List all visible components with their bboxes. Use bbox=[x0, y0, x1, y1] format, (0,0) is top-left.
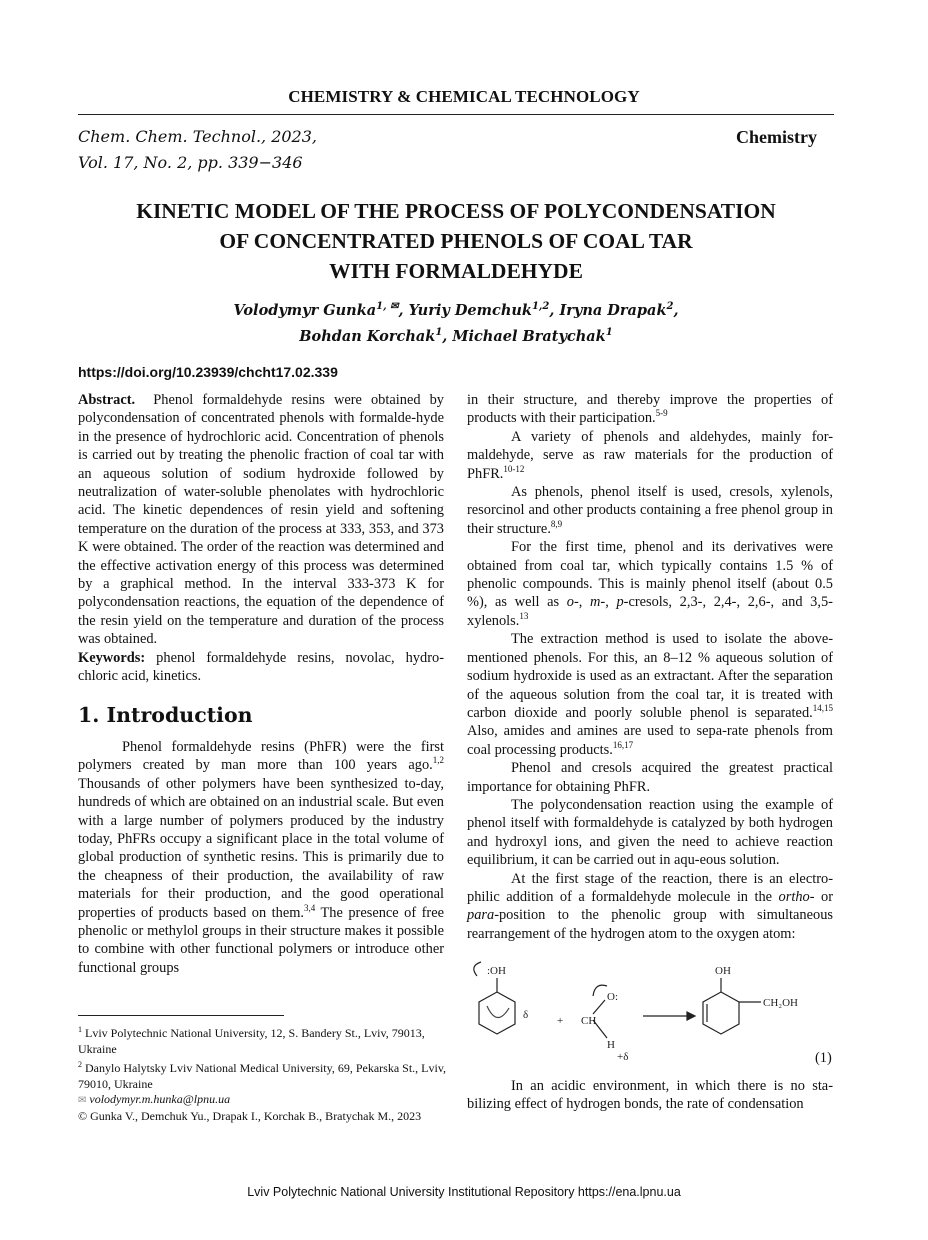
paragraph bbox=[467, 483, 833, 538]
author-affiliation-mark: 1,2 bbox=[531, 301, 550, 312]
text: - or bbox=[809, 888, 833, 905]
author-affiliation-mark: 1, ✉ bbox=[376, 301, 399, 312]
ch-label: CH bbox=[581, 1015, 597, 1027]
equation-number: (1) bbox=[815, 1050, 832, 1066]
author-name: Iryna Drapak bbox=[559, 301, 667, 319]
author-separator: , bbox=[549, 301, 560, 319]
citation-line-2: Vol. 17, No. 2, pp. 339−346 bbox=[78, 153, 303, 172]
paragraph bbox=[467, 630, 833, 759]
abstract bbox=[78, 391, 444, 649]
footnote bbox=[78, 1057, 450, 1092]
benzene-ring bbox=[703, 992, 739, 1034]
doi-link[interactable]: https://doi.org/10.23939/chcht17.02.339 bbox=[78, 364, 338, 380]
paragraph: For the first time, phenol and its derivatives were obtained from coal tar, which typically contains 1.5 % of phenolic compounds. This is mainly phenol itself (about 0.5 %), as well as o-, m-, p-cresols, 2,3-, 2,4-, 2,6-, and 3,5-xylenols.$^{13}$ bbox=[467, 539, 833, 629]
author-separator: , bbox=[442, 327, 453, 345]
footnotes bbox=[78, 1022, 450, 1124]
text: At the first stage of the reaction, there is an electro-philic addition of a formaldehyde molecule in the bbox=[467, 870, 833, 905]
text: The presence of free phenolic or methylol groups in their structure makes it possible to combine with other functional polymers or introduce other functional groups bbox=[78, 904, 444, 976]
citation-ref: 16,17 bbox=[612, 739, 634, 750]
envelope-icon: ✉ bbox=[78, 1095, 87, 1106]
paragraph: The polycondensation reaction using the example of phenol itself with formaldehyde is catalyzed by both hydrogen and hydroxyl ions, and given the need to achieve reaction equilibrium, it can be carried out in aqu-eous solution. bbox=[467, 796, 833, 869]
repository-footer: Lviv Polytechnic National University Institutional Repository https://ena.lpnu.ua bbox=[247, 1185, 681, 1199]
italic-text: para bbox=[467, 907, 495, 924]
header-rule bbox=[78, 114, 834, 115]
paragraph bbox=[467, 391, 833, 428]
section-label: Chemistry bbox=[736, 127, 817, 147]
footnote-mark: 2 bbox=[78, 1060, 82, 1069]
author-name: Michael Bratychak bbox=[452, 327, 606, 345]
keywords-label: Keywords: bbox=[78, 649, 146, 666]
section-heading: 1. Introduction bbox=[78, 702, 253, 727]
author-name: Volodymyr Gunka bbox=[233, 301, 377, 319]
citation-line-1: Chem. Chem. Technol., 2023, bbox=[78, 127, 317, 146]
keywords-text: phenol formaldehyde resins, novolac, hydro-chloric acid, kinetics. bbox=[78, 649, 444, 685]
title-line: KINETIC MODEL OF THE PROCESS OF POLYCONDENSATION bbox=[136, 199, 776, 223]
footnote-mark: 1 bbox=[78, 1025, 82, 1034]
footnote-text: Danylo Halytsky Lviv National Medical University, 69, Pekarska St., Lviv, 79010, Ukraine bbox=[78, 1061, 447, 1091]
oh-label: :OH bbox=[487, 965, 506, 977]
title-line: WITH FORMALDEHYDE bbox=[329, 259, 583, 283]
citation-ref: 10-12 bbox=[503, 463, 525, 474]
text: As phenols, phenol itself is used, cresols, xylenols, resorcinol and other products containing a free phenol group in their structure. bbox=[467, 484, 833, 537]
ch2oh-label: CH₂OH bbox=[763, 997, 799, 1009]
citation-ref: 1,2 bbox=[432, 755, 444, 766]
footnote bbox=[78, 1022, 450, 1057]
oxygen-label: O: bbox=[607, 991, 618, 1003]
reaction-scheme bbox=[467, 956, 833, 1068]
paragraph bbox=[467, 428, 833, 483]
abstract-text: Phenol formaldehyde resins were obtained by polycondensation of concentrated phenols with formalde-hyde in the presence of hydrochloric acid. Concentration of phenols is carried out by treating the phenolic fraction of coal tar with an aqueous solution of sodium hydroxide followed by neutralization of water-soluble phenolates with hydrochloric acid. The kinetic dependences of resin yield and softening temperature on the duration of the process at 333, 353, and 373 K were obtained. The order of the reaction was determined and the effective activation energy of this process was determined by a graphical method. In the interval 333-373 K for polycondensation reactions, the equation of the dependence of the resin yield on the temperature and duration of the process was obtained. bbox=[78, 392, 444, 648]
text: The extraction method is used to isolate the above-mentioned phenols. For this, an 8–12 % aqueous solution of sodium hydroxide is used as an extractant. After the separation of the aqueous solution from the coal tar, it is treated with carbon dioxide and poorly soluble phenol is separated. bbox=[467, 631, 833, 721]
author-affiliation-mark: 1 bbox=[605, 326, 613, 338]
email-link[interactable]: volodymyr.m.hunka@lpnu.ua bbox=[89, 1092, 231, 1106]
italic-text: ortho bbox=[778, 888, 810, 905]
paragraph: Phenol and cresols acquired the greatest practical importance for obtaining PhFR. bbox=[467, 760, 833, 795]
curved-arrow bbox=[593, 985, 607, 996]
citation-ref: 3,4 bbox=[304, 902, 316, 913]
curved-arrow bbox=[474, 962, 481, 976]
author-list bbox=[100, 296, 812, 348]
footnote bbox=[78, 1092, 450, 1109]
text: -position to the phenolic group with simultaneous rearrangement of the hydrogen atom to the oxygen atom: bbox=[467, 907, 833, 942]
footnote-text: Lviv Polytechnic National University, 12, S. Bandery St., Lviv, 79013, Ukraine bbox=[78, 1026, 425, 1056]
text: Thousands of other polymers have been synthesized to-day, hundreds of which are obtained on an industrial scale. But even with a large number of polymers produced by the industry today, PhFRs occupy a significant place in the total volume of global production of synthetic resins. This is primarily due to the cheapness of their production, the availability of raw materials for their production, and the good operational properties of products based on them. bbox=[78, 775, 444, 921]
citation-ref: 14,15 bbox=[812, 703, 833, 714]
right-column-continued bbox=[467, 1077, 833, 1114]
paragraph: In an acidic environment, in which there is no sta-bilizing effect of hydrogen bonds, the rate of condensation bbox=[467, 1078, 833, 1113]
delta-label: δ bbox=[523, 1009, 529, 1021]
author-separator: , bbox=[673, 301, 679, 319]
text: -cresols, 2,3-, 2,4-, 2,6-, and 3,5-xylenols. bbox=[467, 594, 833, 629]
author-name: Yuriy Demchuk bbox=[408, 301, 532, 319]
italic-text: m bbox=[590, 594, 601, 611]
author-affiliation-mark: 2 bbox=[666, 301, 674, 312]
italic-text: o bbox=[566, 594, 574, 611]
abstract-label: Abstract. bbox=[78, 392, 136, 408]
title-line: OF CONCENTRATED PHENOLS OF COAL TAR bbox=[219, 229, 693, 253]
left-column bbox=[78, 391, 444, 977]
right-column bbox=[467, 391, 833, 943]
author-name: Bohdan Korchak bbox=[299, 327, 436, 345]
footnote-rule bbox=[78, 1015, 284, 1016]
copyright: © Gunka V., Demchuk Yu., Drapak I., Korchak B., Bratychak M., 2023 bbox=[78, 1108, 422, 1123]
text: Also, amides and amines are used to sepa-rate phenols from coal processing products. bbox=[467, 723, 833, 758]
article-title bbox=[60, 196, 852, 286]
delta-plus-label: +δ bbox=[617, 1051, 629, 1063]
author-separator: , bbox=[398, 301, 409, 319]
citation-ref: 13 bbox=[519, 611, 529, 622]
author-affiliation-mark: 1 bbox=[435, 326, 443, 338]
paragraph bbox=[467, 870, 833, 944]
text: Phenol formaldehyde resins (PhFR) were the first polymers created by man more than 100 years ago. bbox=[78, 738, 444, 774]
keywords bbox=[78, 649, 444, 686]
h-label: H bbox=[607, 1039, 615, 1051]
plus-sign: + bbox=[557, 1015, 564, 1027]
citation bbox=[78, 124, 317, 176]
text: For the first time, phenol and its derivatives were obtained from coal tar, which typically contains 1.5 % of phenolic compounds. This is mainly phenol itself (about 0.5 %), as well as bbox=[467, 539, 833, 611]
benzene-ring bbox=[479, 992, 515, 1034]
oh-product-label: OH bbox=[715, 965, 731, 977]
citation-ref: 5-9 bbox=[655, 408, 668, 419]
citation-ref: 8,9 bbox=[550, 519, 563, 530]
italic-text: p bbox=[616, 594, 624, 611]
journal-name: CHEMISTRY & CHEMICAL TECHNOLOGY bbox=[288, 87, 640, 106]
text: A variety of phenols and aldehydes, mainly for-maldehyde, serve as raw materials for the production of PhFR. bbox=[467, 428, 833, 482]
intro-paragraph bbox=[78, 738, 444, 977]
text: in their structure, and thereby improve the properties of products with their participation. bbox=[467, 392, 833, 427]
